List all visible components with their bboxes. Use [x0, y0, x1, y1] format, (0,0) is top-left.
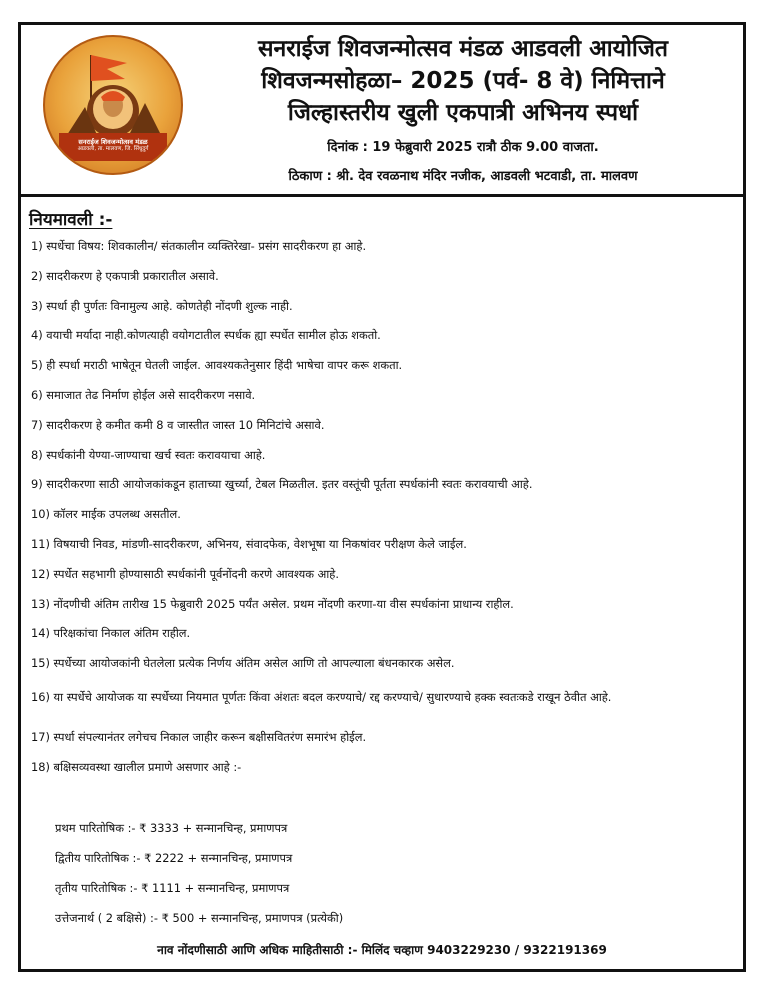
rule-item: 11) विषयाची निवड, मांडणी-सादरीकरण, अभिनय, संवादफेक, वेशभूषा या निकषांवर परीक्षण केले जाईल. [31, 536, 467, 551]
logo-name: सनराईज शिवजन्मोत्सव मंडळ [78, 138, 148, 146]
title-line-3: जिल्हास्तरीय खुली एकपात्री अभिनय स्पर्धा [287, 100, 639, 126]
prize-list [55, 821, 343, 941]
title-line-1: सनराईज शिवजन्मोत्सव मंडळ आडवली आयोजित [257, 36, 669, 62]
rules-list [31, 239, 729, 790]
rule-item: 13) नोंदणीची अंतिम तारीख 15 फेब्रुवारी 2025 पर्यंत असेल. प्रथम नोंदणी करणा-या वीस स्पर्धकांना प्राधान्य राहील. [31, 596, 514, 611]
rules-heading: नियमावली :- [29, 210, 113, 230]
rule-item: 3) स्पर्धा ही पुर्णतः विनामुल्य आहे. कोणतेही नोंदणी शुल्क नाही. [31, 298, 293, 313]
rule-item: 4) वयाची मर्यादा नाही.कोणत्याही वयोगटातील स्पर्धक ह्या स्पर्धेत सामील होऊ शकतो. [31, 328, 381, 343]
rule-item: 10) कॉलर माईक उपलब्ध असतील. [31, 507, 181, 522]
rule-item: 1) स्पर्धेचा विषय: शिवकालीन/ संतकालीन व्यक्तिरेखा- प्रसंग सादरीकरण हा आहे. [31, 239, 367, 253]
event-title [193, 33, 733, 129]
rule-item: 9) सादरीकरणा साठी आयोजकांकडून हाताच्या खुर्च्या, टेबल मिळतील. इतर वस्तूंची पूर्तता स्पर्धकांनी स्वतः करावयाची आहे. [31, 477, 533, 492]
rule-item: 7) सादरीकरण हे कमीत कमी 8 व जास्तीत जास्त 10 मिनिटांचे असावे. [31, 417, 325, 432]
title-line-2: शिवजन्मसोहळा– 2025 (पर्व- 8 वे) निमित्ताने [261, 68, 665, 94]
rule-item: 5) ही स्पर्धा मराठी भाषेतून घेतली जाईल. आवश्यकतेनुसार हिंदी भाषेचा वापर करू शकता. [31, 358, 403, 373]
rule-item: 15) स्पर्धेच्या आयोजकांनी घेतलेला प्रत्येक निर्णय अंतिम असेल आणि तो आपल्याला बंधनकारक असेल. [31, 656, 455, 671]
rule-item: 2) सादरीकरण हे एकपात्री प्रकारातील असावे. [31, 268, 219, 283]
event-venue: ठिकाण : श्री. देव रवळनाथ मंदिर नजीक, आडवली भटवाडी, ता. मालवण [288, 169, 638, 184]
rule-item: 12) स्पर्धेत सहभागी होण्यासाठी स्पर्धकांनी पूर्वनोंदनी करणे आवश्यक आहे. [31, 566, 339, 581]
prize-second: द्वितीय पारितोषिक :- ₹ 2222 + सन्मानचिन्ह, प्रमाणपत्र [55, 851, 293, 865]
prize-consolation: उत्तेजनार्थ ( 2 बक्षिसे) :- ₹ 500 + सन्मानचिन्ह, प्रमाणपत्र (प्रत्येकी) [55, 911, 344, 925]
rule-item: 6) समाजात तेढ निर्माण होईल असे सादरीकरण नसावे. [31, 387, 256, 402]
rule-item: 18) बक्षिसव्यवस्था खालील प्रमाणे असणार आहे :- [31, 759, 242, 774]
prize-first: प्रथम पारितोषिक :- ₹ 3333 + सन्मानचिन्ह, प्रमाणपत्र [55, 821, 288, 835]
poster-header [21, 25, 743, 197]
mandal-logo [43, 35, 183, 175]
prize-third: तृतीय पारितोषिक :- ₹ 1111 + सन्मानचिन्ह, प्रमाणपत्र [55, 881, 290, 895]
rule-item: 14) परिक्षकांचा निकाल अंतिम राहील. [31, 626, 191, 641]
rule-item: 16) या स्पर्धेचे आयोजक या स्पर्धेच्या नियमात पूर्णतः किंवा अंशतः बदल करण्याचे/ रद्द करण्याचे/ सुधारण्याचे हक्क स्वतःकडे राखून ठेवीत आहे. [31, 689, 612, 704]
rule-item: 17) स्पर्धा संपल्यानंतर लगेचच निकाल जाहीर करून बक्षीसवितरंण समारंभ होईल. [31, 729, 367, 744]
contact-info: नाव नोंदणीसाठी आणि अधिक माहितीसाठी :- मिलिंद चव्हाण 9403229230 / 9322191369 [157, 943, 607, 957]
rule-item: 8) स्पर्धकांनी येण्या-जाण्याचा खर्च स्वतः करावयाचा आहे. [31, 447, 266, 462]
logo-address: आडवली, ता. मालवण, जि. सिंधुदुर्ग [77, 146, 149, 153]
poster-frame [18, 22, 746, 972]
event-date: दिनांक : 19 फेब्रुवारी 2025 रात्रौ ठीक 9.00 वाजता. [327, 140, 599, 155]
